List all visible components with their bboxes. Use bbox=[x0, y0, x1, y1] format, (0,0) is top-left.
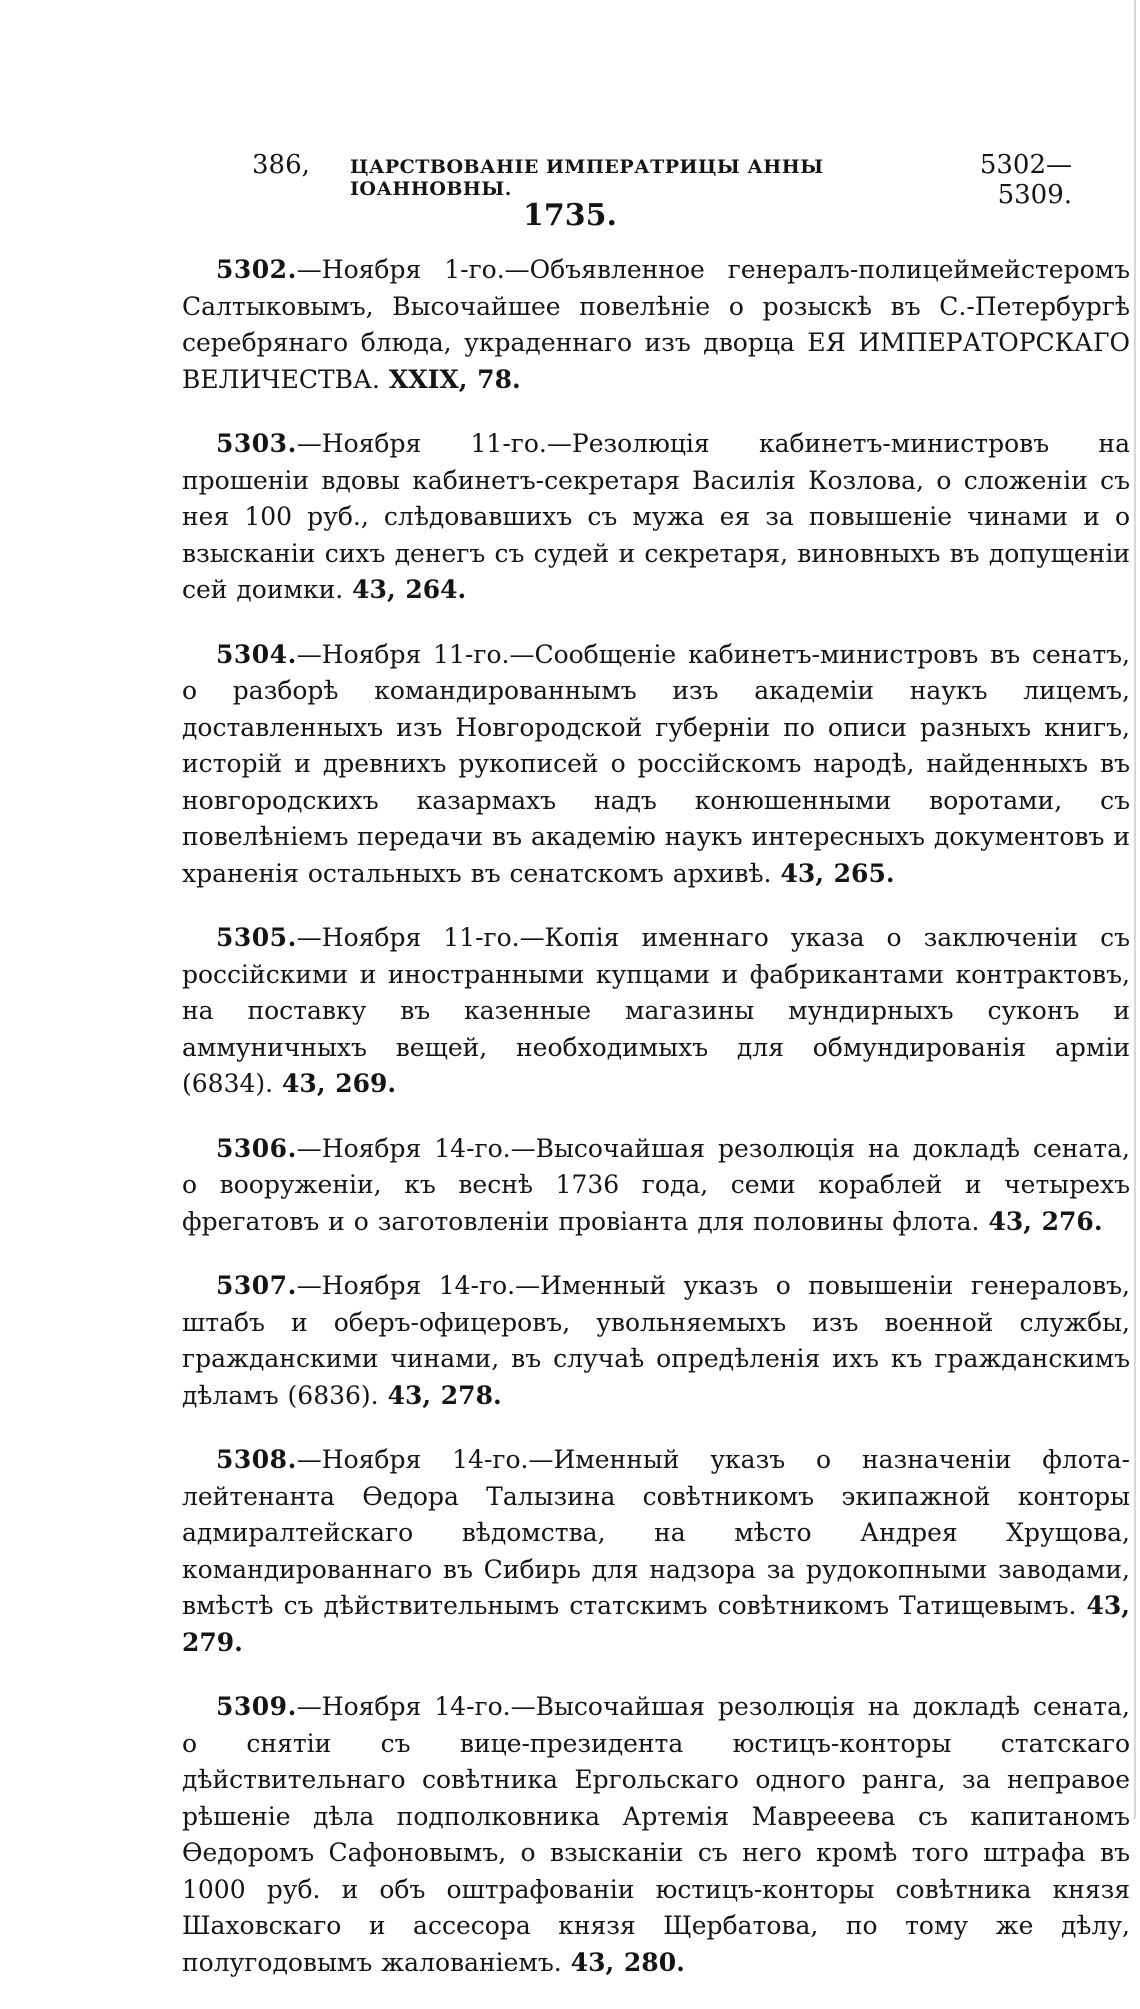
entry-number: 5303. bbox=[216, 429, 297, 458]
entry-text: —Ноября 11-го.—Резолюція кабинетъ-министровъ на прошеніи вдовы кабинетъ-секретаря Василія Козлова, о сложеніи съ нея 100 руб., слѣдовавшихъ съ мужа ея за повышеніе чинами и о взысканіи сихъ денегъ съ судей и секретаря, виновныхъ въ допущеніи сей доимки. bbox=[182, 429, 1130, 604]
entry-number: 5307. bbox=[216, 1271, 297, 1300]
entry-5304 bbox=[182, 637, 1130, 893]
entry-reference: 43, 279. bbox=[182, 1591, 1130, 1657]
entry-number: 5302. bbox=[216, 255, 297, 284]
entry-number: 5304. bbox=[216, 639, 297, 669]
entry-5307 bbox=[182, 1268, 1130, 1414]
entry-text: —Ноября 1-го.—Объявленное генералъ-полицеймейстеромъ Салтыковымъ, Высочайшее повелѣніе о розыскѣ въ С.-Петербургѣ серебрянаго блюда, украденнаго изъ дворца ЕЯ ИМПЕРАТОРСКАГО ВЕЛИЧЕСТВА. bbox=[182, 255, 1130, 394]
entry-reference: 43, 276. bbox=[988, 1206, 1103, 1236]
entry-text: —Ноября 14-го.—Высочайшая резолюція на докладѣ сената, о вооруженіи, къ веснѣ 1736 года, семи кораблей и четырехъ фрегатовъ и о заготовленіи провіанта для половины флота. bbox=[182, 1133, 1130, 1236]
entry-5309 bbox=[182, 1689, 1130, 1981]
entries-list bbox=[182, 252, 1130, 2009]
entry-reference: XXIX, 78. bbox=[388, 364, 521, 394]
entry-text: —Ноября 11-го.—Сообщеніе кабинетъ-министровъ въ сенатъ, о разборѣ командированнымъ изъ академіи наукъ лицемъ, доставленныхъ изъ Новгородской губерніи по описи разныхъ книгъ, исторій и древнихъ рукописей о россійскомъ народѣ, найденныхъ въ новгородскихъ казармахъ надъ конюшенными воротами, съ повелѣніемъ передачи въ академію наукъ интересныхъ документовъ и храненія остальныхъ въ сенатскомъ архивѣ. bbox=[182, 639, 1130, 888]
scan-edge-line bbox=[1134, 0, 1136, 1819]
entry-5305 bbox=[182, 920, 1130, 1103]
page-number: 386, bbox=[252, 150, 310, 180]
entry-text: —Ноября 14-го.—Именный указъ о повышеніи генераловъ, штабъ и оберъ-офицеровъ, увольняемыхъ изъ военной службы, гражданскими чинами, въ случаѣ опредѣленія ихъ къ гражданскимъ дѣламъ (6836). bbox=[182, 1271, 1130, 1410]
entry-text: —Ноября 14-го.—Именный указъ о назначеніи флота-лейтенанта Ѳедора Талызина совѣтникомъ экипажной конторы адмиралтейскаго вѣдомства, на мѣсто Андрея Хрущова, командированнаго въ Сибирь для надзора за рудокопными заводами, вмѣстѣ съ дѣйствительнымъ статскимъ совѣтникомъ Татищевымъ. bbox=[182, 1445, 1130, 1620]
entry-reference: 43, 278. bbox=[387, 1380, 502, 1410]
entry-range: 5302—5309. bbox=[979, 150, 1072, 210]
entry-reference: 43, 264. bbox=[352, 575, 467, 604]
entry-reference: 43, 269. bbox=[282, 1069, 397, 1098]
entry-number: 5308. bbox=[216, 1445, 297, 1474]
entry-reference: 43, 265. bbox=[780, 858, 895, 888]
running-header bbox=[252, 150, 1072, 210]
entry-5302 bbox=[182, 252, 1130, 398]
entry-number: 5309. bbox=[216, 1692, 297, 1721]
entry-5303 bbox=[182, 426, 1130, 609]
entry-number: 5305. bbox=[216, 923, 297, 952]
entry-5308 bbox=[182, 1442, 1130, 1661]
entry-5306 bbox=[182, 1131, 1130, 1241]
entry-number: 5306. bbox=[216, 1133, 297, 1163]
entry-text: —Ноября 11-го.—Копія именнаго указа о заключеніи съ россійскими и иностранными купцами и фабрикантами контрактовъ, на поставку въ казенные магазины мундирныхъ суконъ и аммуничныхъ вещей, необходимыхъ для обмундированія арміи (6834). bbox=[182, 923, 1130, 1098]
running-title: ЦАРСТВОВАНІЕ ИМПЕРАТРИЦЫ АННЫ ІОАННОВНЫ. bbox=[350, 156, 824, 200]
entry-reference: 43, 280. bbox=[570, 1947, 685, 1977]
year-heading: 1735. bbox=[523, 198, 617, 233]
entry-text: —Ноября 14-го.—Высочайшая резолюція на докладѣ сената, о снятіи съ вице-президента юстицъ-конторы статскаго дѣйствительнаго совѣтника Ергольскаго одного ранга, за неправое рѣшеніе дѣла подполковника Артемія Маврееева съ капитаномъ Ѳедоромъ Сафоновымъ, о взысканіи съ него кромѣ того штрафа въ 1000 руб. и объ оштрафованіи юстицъ-конторы совѣтника князя Шаховскаго и ассесора князя Щербатова, по тому же дѣлу, полугодовымъ жалованіемъ. bbox=[182, 1692, 1130, 1977]
